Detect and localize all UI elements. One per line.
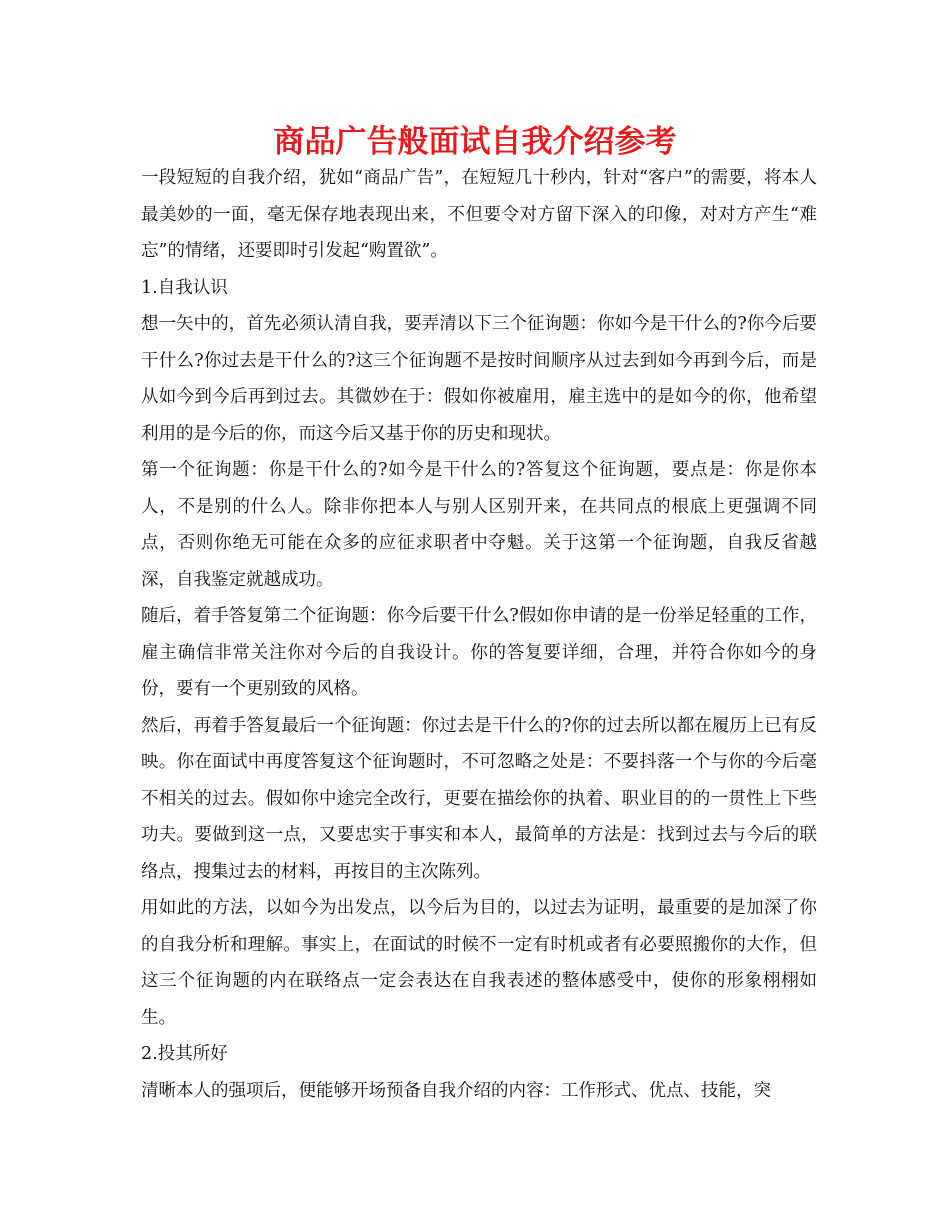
intro-paragraph: 一段短短的自我介绍，犹如“商品广告”，在短短几十秒内，针对“客户”的需要，将本人最美妙的一面，毫无保存地表现出来，不但要令对方留下深入的印像，对对方产生“难忘”的情绪，还要即时引发起“购置欲”。 [141, 168, 817, 261]
body-paragraph: 第一个征询题：你是干什么的?如今是干什么的?答复这个征询题，要点是：你是你本人，不是别的什么人。除非你把本人与别人区别开来，在共同点的根底上更强调不同点，否则你绝无可能在众多的应征求职者中夺魁。关于这第一个征询题，自我反省越深，自我鉴定就越成功。 [141, 460, 817, 590]
section-heading-cater-to-preferences: 2.投其所好 [141, 1044, 228, 1064]
section-heading-self-awareness: 1.自我认识 [141, 277, 228, 298]
body-paragraph: 想一矢中的，首先必须认清自我，要弄清以下三个征询题：你如今是干什么的?你今后要干什么?你过去是干什么的?这三个征询题不是按时间顺序从过去到如今再到今后，而是从如今到今后再到过去。其微妙在于：假如你被雇用，雇主选中的是如今的你，他希望利用的是今后的你，而这今后又基于你的历史和现状。 [141, 314, 817, 444]
body-paragraph: 用如此的方法，以如今为出发点，以今后为目的，以过去为证明，最重要的是加深了你的自我分析和理解。事实上，在面试的时候不一定有时机或者有必要照搬你的大作，但这三个征询题的内在联络点一定会表达在自我表述的整体感受中，使你的形象栩栩如生。 [141, 898, 817, 1028]
body-paragraph: 然后，再着手答复最后一个征询题：你过去是干什么的?你的过去所以都在履历上已有反映。你在面试中再度答复这个征询题时，不可忽略之处是：不要抖落一个与你的今后毫不相关的过去。假如你中途完全改行，更要在描绘你的执着、职业目的的一贯性上下些功夫。要做到这一点，又要忠实于事实和本人，最简单的方法是：找到过去与今后的联络点，搜集过去的材料，再按目的主次陈列。 [141, 715, 817, 882]
body-paragraph: 清晰本人的强项后，便能够开场预备自我介绍的内容：工作形式、优点、技能，突 [141, 1080, 771, 1101]
document-title: 商品广告般面试自我介绍参考 [273, 124, 677, 160]
document-body [141, 160, 817, 1109]
body-paragraph: 随后，着手答复第二个征询题：你今后要干什么?假如你申请的是一份举足轻重的工作，雇主确信非常关注你对今后的自我设计。你的答复要详细，合理，并符合你如今的身份，要有一个更别致的风格。 [141, 606, 817, 699]
